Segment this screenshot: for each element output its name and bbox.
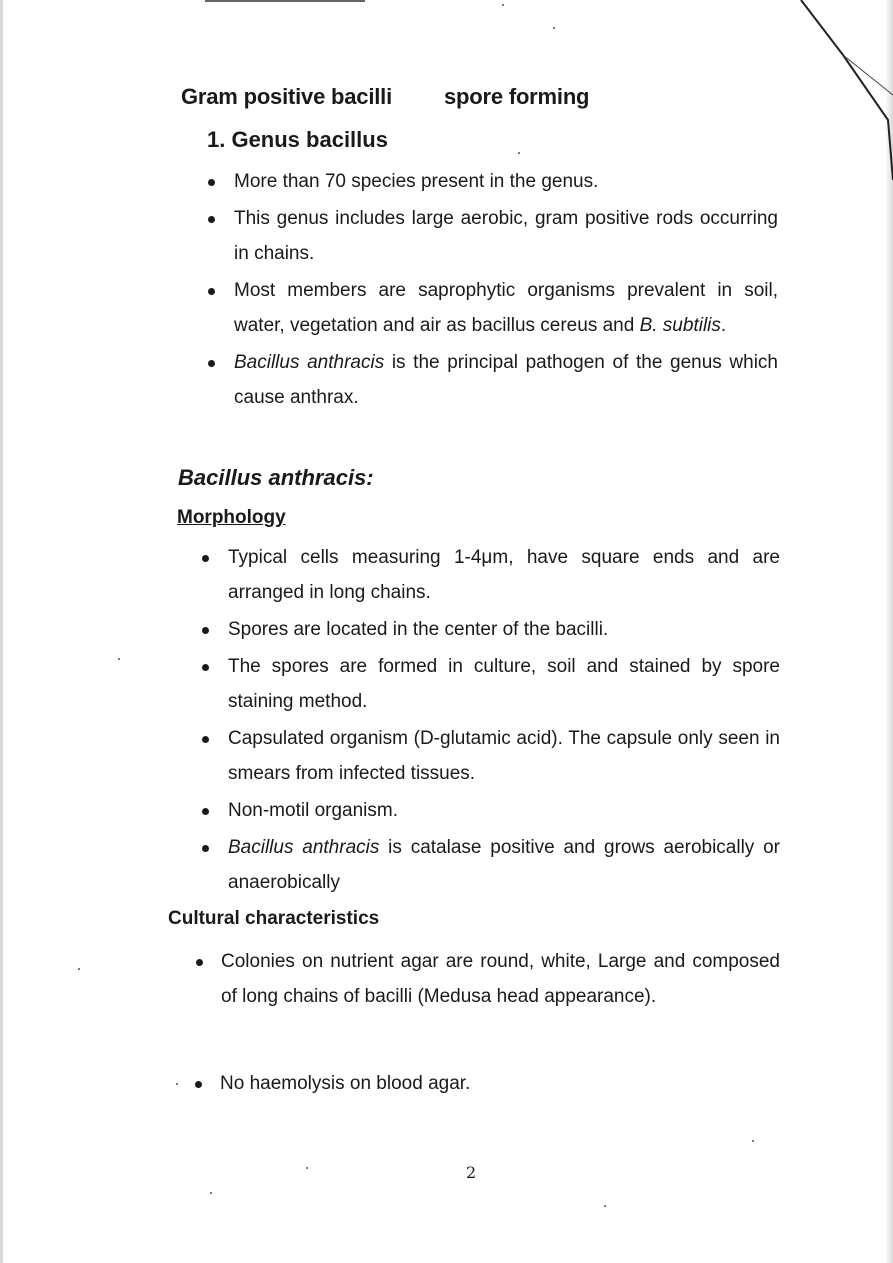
bullet-icon (202, 627, 209, 634)
list-item (193, 1066, 779, 1101)
bullet-icon (202, 736, 209, 743)
bullet-icon (208, 288, 215, 295)
scan-speck (553, 27, 555, 29)
heading-left: Gram positive bacilli (181, 84, 392, 109)
page-heading (181, 84, 589, 110)
cultural-bullet-list-2 (193, 1066, 779, 1101)
list-item-text: Spores are located in the center of the bacilli. (228, 619, 609, 640)
list-item-text: Most members are saprophytic organisms prevalent in soil, water, vegetation and air as bacillus cereus and (234, 280, 778, 336)
list-item-text: Non-motil organism. (228, 800, 398, 821)
bullet-icon (202, 555, 209, 562)
folded-corner-mark (783, 0, 893, 180)
list-item (206, 273, 778, 343)
list-item (206, 201, 778, 271)
list-item-text: Typical cells measuring 1-4μm, have square ends and are arranged in long chains. (228, 547, 780, 603)
scan-speck (118, 658, 120, 660)
list-item (200, 649, 780, 719)
genus-bullet-list (206, 164, 778, 417)
scan-speck (502, 4, 504, 6)
bullet-icon (208, 179, 215, 186)
species-name: B. subtilis (639, 315, 721, 336)
bullet-icon (195, 1081, 202, 1088)
scan-speck (210, 1192, 212, 1194)
list-item-text: The spores are formed in culture, soil and stained by spore staining method. (228, 656, 780, 712)
page-left-edge (0, 0, 3, 1263)
bullet-icon (202, 808, 209, 815)
bullet-icon (202, 664, 209, 671)
scan-top-line (205, 0, 365, 2)
anthracis-title: Bacillus anthracis: (178, 465, 374, 490)
list-item-text: More than 70 species present in the genus. (234, 171, 599, 192)
bullet-icon (196, 959, 203, 966)
list-item (206, 164, 778, 199)
scan-speck (78, 968, 80, 970)
bullet-icon (208, 216, 215, 223)
bullet-icon (202, 845, 209, 852)
heading-right: spore forming (444, 84, 590, 109)
list-item-text: Capsulated organism (D-glutamic acid). The capsule only seen in smears from infected tissues. (228, 728, 780, 784)
cultural-title: Cultural characteristics (168, 908, 380, 929)
genus-title: 1. Genus bacillus (207, 127, 388, 152)
scan-speck (306, 1167, 308, 1169)
list-item (206, 345, 778, 415)
species-name: Bacillus anthracis (228, 837, 380, 858)
page-right-edge (885, 0, 893, 1263)
scan-speck (752, 1140, 754, 1142)
list-item (200, 540, 780, 610)
species-name: Bacillus anthracis (234, 352, 385, 373)
morphology-title: Morphology (177, 507, 286, 528)
scan-speck (518, 152, 520, 154)
list-item-text: . (720, 315, 727, 336)
list-item-text: No haemolysis on blood agar. (220, 1073, 471, 1094)
list-item-text: is catalase positive and grows aerobically or anaerobically (228, 837, 781, 893)
scan-speck (604, 1205, 606, 1207)
bullet-icon (208, 360, 215, 367)
morphology-bullet-list (200, 540, 780, 902)
list-item (194, 944, 780, 1014)
list-item (200, 830, 780, 900)
list-item (200, 793, 780, 828)
page-number: 2 (466, 1163, 477, 1182)
list-item (200, 721, 780, 791)
list-item-text: is the principal pathogen of the genus which cause anthrax. (234, 352, 778, 408)
cultural-bullet-list (194, 944, 780, 1014)
list-item (200, 612, 780, 647)
list-item-text: Colonies on nutrient agar are round, white, Large and composed of long chains of bacilli (Medusa head appearance). (221, 951, 780, 1007)
list-item-text: This genus includes large aerobic, gram positive rods occurring in chains. (234, 208, 778, 264)
scan-speck (176, 1083, 178, 1085)
